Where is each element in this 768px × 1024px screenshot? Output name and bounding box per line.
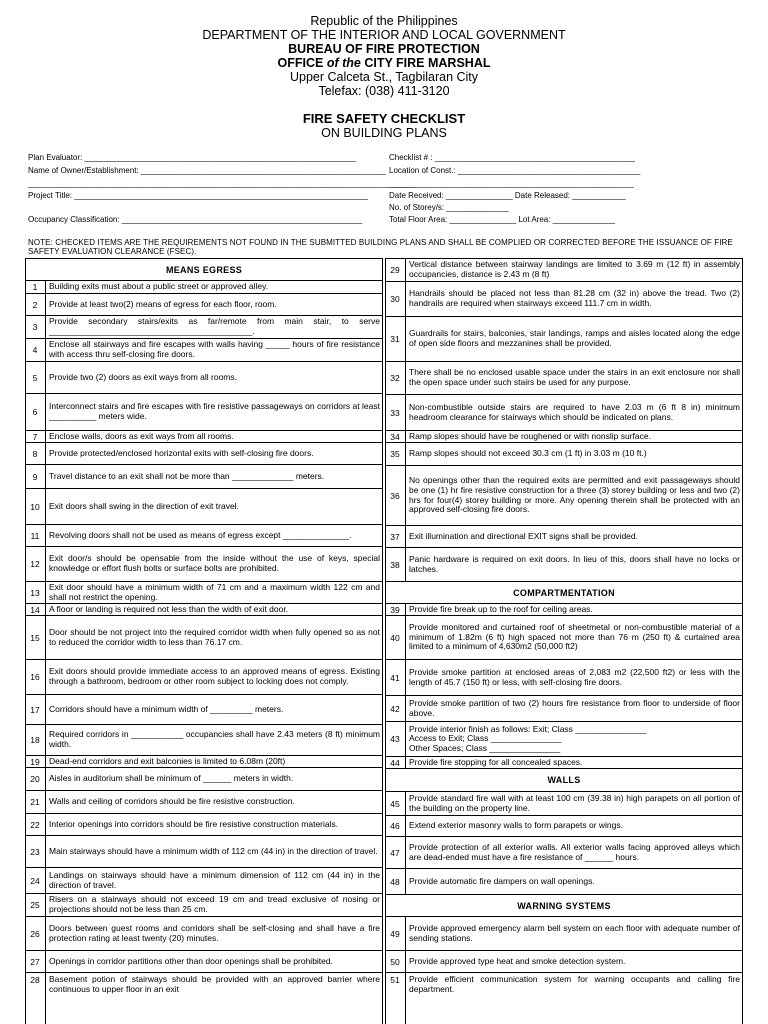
- table-row: [385, 615, 743, 659]
- item-text: Main stairways should have a minimum width of 112 cm (44 in) in the direction of travel.: [49, 845, 378, 856]
- header-telefax: Telefax: (038) 411-3120: [318, 84, 450, 98]
- item-number[interactable]: 33: [385, 395, 406, 430]
- item-text: Vertical distance between stairway landings are limited to 3.69 m (12 ft) in assembly occupancies, distance is 2.43 m (8 ft): [409, 259, 740, 279]
- item-text: Provide standard fire wall with at least 100 cm (39.38 in) high parapets on all portion of the building on the property line.: [409, 792, 740, 813]
- table-row: [385, 868, 743, 894]
- table-row: [385, 695, 743, 721]
- table-row: [25, 615, 383, 659]
- item-text: Other Spaces; Class _______________: [409, 742, 561, 753]
- table-row: [25, 813, 383, 835]
- table-row: [385, 258, 743, 281]
- item-text: Corridors should have a minimum width of _________ meters.: [49, 703, 284, 714]
- item-number[interactable]: 47: [385, 837, 406, 868]
- item-number[interactable]: 39: [385, 604, 406, 615]
- item-text: Provide protection of all exterior walls. All exterior walls facing approved alleys which are dead-ended must have a fire resistance of ______ hours.: [409, 841, 740, 862]
- table-row: [385, 442, 743, 465]
- table-row: [25, 293, 383, 315]
- table-row: [385, 791, 743, 815]
- item-text: Exit doors shall swing in the direction of exit travel.: [49, 500, 239, 511]
- item-number[interactable]: 49: [385, 917, 406, 950]
- table-row: [25, 767, 383, 790]
- section-header-row: [385, 768, 743, 791]
- item-text: Extend exterior masonry walls to form parapets or wings.: [409, 820, 624, 831]
- table-row: [25, 950, 383, 972]
- note-text: NOTE: CHECKED ITEMS ARE THE REQUIREMENTS NOT FOUND IN THE SUBMITTED BUILDING PLANS AND SHALL BE COMPLIED OR CORRECTED BEFORE THE ISSUANCE OF FIRE SAFETY EVALUATION CLEARANCE (FSEC).: [28, 238, 733, 256]
- item-number[interactable]: 34: [385, 431, 406, 442]
- item-text: Provide smoke partition at enclosed areas of 2,083 m2 (22,500 ft2) or less with the length of 45.7 (150 ft) or less, with self-closing fire doors.: [409, 666, 740, 687]
- checklist-number-field[interactable]: Checklist # : _____________________________________________: [389, 153, 636, 162]
- item-number[interactable]: 13: [25, 582, 46, 603]
- table-row: [385, 316, 743, 361]
- section-means-egress: MEANS EGRESS: [165, 264, 243, 275]
- table-row: [25, 546, 383, 581]
- item-number[interactable]: 44: [385, 757, 406, 768]
- item-text: Interior openings into corridors should be fire resistive construction materials.: [49, 818, 339, 829]
- item-number[interactable]: 2: [25, 294, 46, 315]
- item-text: Exit door should have a minimum width of 71 cm and a maximum width 122 cm and shall not restrict the opening.: [49, 581, 380, 602]
- table-row: [385, 721, 743, 756]
- item-text: There shall be no enclosed usable space under the stairs in an exit enclosure nor shall the open space under such stairs be used for any purpose.: [409, 367, 740, 387]
- item-text: Provide two (2) doors as exit ways from all rooms.: [49, 371, 238, 382]
- item-number[interactable]: 24: [25, 868, 46, 893]
- left-column: [25, 258, 383, 1024]
- header-republic: Republic of the Philippines: [310, 14, 458, 28]
- item-number[interactable]: 37: [385, 526, 406, 547]
- item-text: Exit doors should provide immediate access to an approved means of egress. Existing through a bathroom, bedroom or other room subject to locking does not comply.: [49, 666, 380, 686]
- table-row: [385, 756, 743, 768]
- table-row: [385, 525, 743, 547]
- table-row: [385, 603, 743, 615]
- section-warning-systems: WARNING SYSTEMS: [517, 900, 611, 911]
- item-text: A floor or landing is required not less than the width of exit door.: [49, 603, 289, 614]
- item-number[interactable]: 18: [25, 725, 46, 755]
- item-text: Walls and ceiling of corridors should be fire resistive construction.: [49, 796, 295, 807]
- item-text: Revolving doors shall not be used as means of egress except ______________.: [49, 529, 352, 540]
- item-number[interactable]: 30: [385, 282, 406, 316]
- project-title-field[interactable]: Project Title: __________________________________________________________________: [28, 191, 368, 200]
- item-number[interactable]: 27: [25, 951, 46, 972]
- table-row: [385, 430, 743, 442]
- right-column: [385, 258, 743, 1024]
- item-text: Handrails should be placed not less than 81.28 cm (32 in) above the tread. Two (2) handrails are required when stairways exceed 111.7 cm in width.: [409, 288, 740, 308]
- item-number[interactable]: 46: [385, 816, 406, 836]
- item-number[interactable]: 25: [25, 894, 46, 916]
- table-row: [385, 972, 743, 1024]
- table-row: [385, 281, 743, 316]
- item-text: Travel distance to an exit shall not be more than _____________ meters.: [49, 470, 325, 481]
- item-number[interactable]: 5: [25, 362, 46, 393]
- item-text: Guardrails for stairs, balconies, stair landings, ramps and aisles located along the edge of open side floors and mezzanines shall be provided.: [409, 328, 740, 348]
- item-number[interactable]: 22: [25, 814, 46, 835]
- item-number[interactable]: 35: [385, 443, 406, 465]
- item-text: Exit door/s should be opensable from the inside without the use of keys, special knowledge or effort flush bolts or surface bolts are prohibited.: [49, 553, 380, 573]
- table-row: [385, 465, 743, 525]
- item-text: Openings in corridor partitions other than door openings shall be prohibited.: [49, 955, 333, 966]
- table-row: [25, 393, 383, 430]
- page-title: FIRE SAFETY CHECKLIST: [302, 111, 466, 126]
- item-number[interactable]: 31: [385, 317, 406, 361]
- item-text: Required corridors in ___________ occupancies shall have 2.43 meters (8 ft) minimum width.: [49, 729, 380, 749]
- header-bureau: BUREAU OF FIRE PROTECTION: [288, 42, 480, 56]
- item-text: Risers on a stairways should not exceed 19 cm and tread exclusive of nosing or projections should not be less than 25 cm.: [49, 894, 380, 914]
- table-row: [25, 916, 383, 950]
- table-row: [25, 430, 383, 442]
- table-row: [25, 442, 383, 464]
- item-number[interactable]: 38: [385, 548, 406, 581]
- item-number[interactable]: 50: [385, 951, 406, 972]
- table-row: [385, 361, 743, 394]
- table-row: [385, 547, 743, 581]
- item-text: Provide fire stopping for all concealed spaces.: [409, 756, 583, 767]
- item-number[interactable]: 36: [385, 466, 406, 525]
- item-number[interactable]: 7: [25, 431, 46, 442]
- table-row: [25, 603, 383, 615]
- table-row: [25, 315, 383, 338]
- table-row: [25, 972, 383, 1024]
- checklist-table: [25, 258, 743, 1024]
- item-text: Non-combustible outside stairs are required to have 2.03 m (6 ft 8 in) minimum headroom clearance for stairways which should be indicated on plans.: [409, 401, 740, 422]
- header-office: [0, 57, 768, 70]
- table-row: [25, 694, 383, 724]
- item-text: Basement potion of stairways should be provided with an approved barrier where continuous to upper floor in an exit: [49, 974, 380, 994]
- item-text: Provide fire break up to the roof for ceiling areas.: [409, 603, 593, 614]
- owner-field[interactable]: Name of Owner/Establishment: _______________________________________________________: [28, 166, 386, 175]
- item-text: No openings other than the required exits are permitted and exit passageways should be one (1) hr fire resistive construction for a three (3) storey building or less and two (2) hrs for four(4) storey building or more. Any opening therein shall be protected with an approved self-closing fire doors.: [409, 475, 740, 515]
- floor-area-field[interactable]: Total Floor Area: _______________ Lot Area: ______________: [389, 215, 615, 224]
- item-number[interactable]: 40: [385, 616, 406, 659]
- table-row: [25, 488, 383, 524]
- item-number[interactable]: 6: [25, 394, 46, 430]
- table-row: [385, 394, 743, 430]
- table-row: [25, 280, 383, 293]
- item-text: Provide at least two(2) means of egress for each floor, room.: [49, 298, 277, 309]
- item-text: Ramp slopes should have be roughened or with nonslip surface.: [409, 430, 651, 441]
- item-text: Exit illumination and directional EXIT signs shall be provided.: [409, 530, 638, 541]
- item-number[interactable]: 9: [25, 465, 46, 488]
- item-number[interactable]: 17: [25, 695, 46, 724]
- item-number[interactable]: 48: [385, 869, 406, 894]
- table-row: [25, 524, 383, 546]
- item-number[interactable]: 14: [25, 604, 46, 615]
- item-text: Provide monitored and curtained roof of sheetmetal or non-combustible material of a minimum of 1.82m (6 ft) high spaced not more than 76 m (250 ft) & curtained area limited to a minimum of 4,630m2 (50,000 ft2): [409, 622, 740, 652]
- location-field[interactable]: Location of Const.: _________________________________________: [389, 166, 641, 175]
- plan-evaluator-field[interactable]: Plan Evaluator: _____________________________________________________________: [28, 153, 356, 162]
- item-text: Panic hardware is required on exit doors. In lieu of this, doors shall have no locks or latches.: [409, 553, 740, 574]
- table-row: [385, 836, 743, 868]
- item-number[interactable]: 3: [25, 316, 46, 338]
- storeys-field[interactable]: No. of Storey/s: ______________: [389, 203, 509, 212]
- office-post: CITY FIRE MARSHAL: [360, 56, 491, 70]
- item-number[interactable]: 23: [25, 836, 46, 867]
- table-row: [385, 950, 743, 972]
- item-text: Provide protected/enclosed horizontal exits with self-closing fire doors.: [49, 447, 314, 458]
- item-text: Interconnect stairs and fire escapes with fire resistive passageways on corridors at least __________ meters wide.: [49, 401, 380, 421]
- item-text: Enclose all stairways and fire escapes with walls having _____ hours of fire resistance with access thru self-closing fire doors.: [49, 339, 380, 359]
- item-number[interactable]: 1: [25, 281, 46, 293]
- table-row: [25, 893, 383, 916]
- table-row: [25, 755, 383, 767]
- item-text: Provide automatic fire dampers on wall openings.: [409, 875, 595, 886]
- item-text: Provide smoke partition of two (2) hours fire resistance from floor to underside of floor above.: [409, 697, 740, 718]
- table-row: [25, 724, 383, 755]
- item-text: Enclose walls, doors as exit ways from all rooms.: [49, 430, 234, 441]
- item-number[interactable]: 42: [385, 696, 406, 721]
- item-number[interactable]: 11: [25, 525, 46, 546]
- table-row: [25, 790, 383, 813]
- item-text: Access to Exit; Class _______________: [409, 733, 562, 744]
- header-address: Upper Calceta St., Tagbilaran City: [289, 70, 479, 84]
- section-header-row: [385, 894, 743, 916]
- location-field-line2[interactable]: _______________________________________________________: [389, 179, 634, 188]
- item-number[interactable]: 4: [25, 339, 46, 361]
- table-row: [25, 338, 383, 361]
- table-row: [25, 659, 383, 694]
- item-number[interactable]: 51: [385, 973, 406, 1024]
- item-number[interactable]: 10: [25, 489, 46, 524]
- item-number[interactable]: 16: [25, 660, 46, 694]
- item-text: Ramp slopes should not exceed 30.3 cm (1 ft) in 3.03 m (10 ft.): [409, 448, 647, 459]
- item-text: Dead-end corridors and exit balconies is limited to 6.08m (20ft): [49, 755, 286, 766]
- section-header-row: [385, 581, 743, 603]
- table-row: [25, 361, 383, 393]
- table-row: [25, 867, 383, 893]
- item-text: Landings on stairways should have a minimum dimension of 112 cm (44 in) in the direction of travel.: [49, 869, 380, 890]
- item-number[interactable]: 21: [25, 791, 46, 813]
- item-number[interactable]: 32: [385, 362, 406, 394]
- occupancy-field[interactable]: Occupancy Classification: ______________________________________________________: [28, 215, 363, 224]
- item-number[interactable]: 26: [25, 917, 46, 950]
- item-number[interactable]: 20: [25, 768, 46, 790]
- table-row: [385, 815, 743, 836]
- owner-field-line2[interactable]: _______________________________________________________________________________________: [28, 179, 416, 188]
- date-field[interactable]: Date Received: _______________ Date Released: ____________: [389, 191, 626, 200]
- item-text: Doors between guest rooms and corridors shall be self-closing and shall have a fire protection rating at least twenty (20) minutes.: [49, 922, 380, 943]
- item-number[interactable]: 45: [385, 792, 406, 815]
- item-number[interactable]: 12: [25, 547, 46, 581]
- table-row: [25, 464, 383, 488]
- item-text: Provide approved type heat and smoke detection system.: [409, 955, 626, 966]
- item-number[interactable]: 41: [385, 660, 406, 695]
- table-row: [25, 835, 383, 867]
- section-header-row: [25, 258, 383, 280]
- table-row: [25, 581, 383, 603]
- section-compartmentation: COMPARTMENTATION: [513, 587, 615, 598]
- item-number[interactable]: 19: [25, 756, 46, 767]
- office-italic: of the: [326, 56, 361, 70]
- table-row: [385, 659, 743, 695]
- table-row: [385, 916, 743, 950]
- item-text: Door should be not project into the required corridor width when fully opened so as not to reduced the corridor width to less than 76.17 cm.: [49, 626, 380, 647]
- item-text: Provide interior finish as follows: Exit; Class _______________: [409, 723, 647, 734]
- item-text: Building exits must about a public street or approved alley.: [49, 281, 269, 292]
- item-number[interactable]: 43: [385, 722, 406, 756]
- item-number[interactable]: 28: [25, 973, 46, 1024]
- item-number[interactable]: 15: [25, 616, 46, 659]
- page-subtitle: ON BUILDING PLANS: [321, 126, 447, 140]
- item-text: Provide approved emergency alarm bell system on each floor with adequate number of sending stations.: [409, 922, 740, 943]
- header-department: DEPARTMENT OF THE INTERIOR AND LOCAL GOVERNMENT: [202, 28, 566, 42]
- office-pre: OFFICE: [277, 56, 327, 70]
- item-text: Provide efficient communication system for warning occupants and calling fire department.: [409, 974, 740, 994]
- item-text: Aisles in auditorium shall be minimum of ______ meters in width.: [49, 773, 294, 784]
- item-text: Provide secondary stairs/exits as far/remote from main stair, to serve ___________________________________________.: [49, 316, 380, 336]
- item-number[interactable]: 29: [385, 259, 406, 281]
- section-walls: WALLS: [547, 775, 581, 785]
- item-number[interactable]: 8: [25, 443, 46, 464]
